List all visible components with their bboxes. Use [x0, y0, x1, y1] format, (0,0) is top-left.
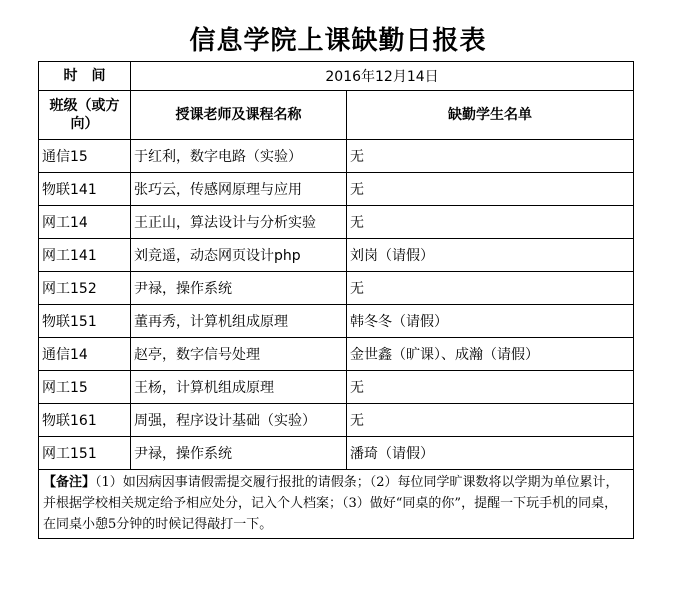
absent-cell: 金世鑫（旷课）、成瀚（请假） [347, 338, 634, 371]
absent-cell: 刘岗（请假） [347, 239, 634, 272]
class-cell: 物联161 [39, 404, 131, 437]
table-row [39, 272, 634, 305]
class-cell: 网工14 [39, 206, 131, 239]
header-row [39, 91, 634, 140]
note-cell [39, 470, 634, 539]
class-cell: 网工151 [39, 437, 131, 470]
teacher-course-cell: 周强，程序设计基础（实验） [131, 404, 347, 437]
teacher-course-header: 授课老师及课程名称 [131, 91, 347, 140]
absent-cell: 无 [347, 206, 634, 239]
absent-cell: 无 [347, 272, 634, 305]
report-title: 信息学院上课缺勤日报表 [189, 26, 487, 56]
teacher-course-cell: 尹禄，操作系统 [131, 272, 347, 305]
class-cell: 通信14 [39, 338, 131, 371]
note-label: 【备注】 [43, 475, 96, 490]
teacher-course-cell: 尹禄，操作系统 [131, 437, 347, 470]
table-row [39, 404, 634, 437]
report-date: 2016年12月14日 [131, 62, 634, 91]
teacher-course-cell: 董再秀，计算机组成原理 [131, 305, 347, 338]
class-cell: 通信15 [39, 140, 131, 173]
teacher-course-cell: 王杨，计算机组成原理 [131, 371, 347, 404]
absent-cell: 无 [347, 173, 634, 206]
class-cell: 网工141 [39, 239, 131, 272]
attendance-table [38, 61, 634, 539]
absent-cell: 潘琦（请假） [347, 437, 634, 470]
table-row [39, 437, 634, 470]
table-row [39, 239, 634, 272]
class-cell: 物联151 [39, 305, 131, 338]
absent-cell: 韩冬冬（请假） [347, 305, 634, 338]
teacher-course-cell: 赵亭，数字信号处理 [131, 338, 347, 371]
table-row [39, 173, 634, 206]
absent-cell: 无 [347, 404, 634, 437]
note-text: （1）如因病因事请假需提交履行报批的请假条；（2）每位同学旷课数将以学期为单位累计，并根据学校相关规定给予相应处分，记入个人档案；（3）做好“同桌的你”，提醒一下玩手机的同桌，在同桌小憩5分钟的时候记得敲打一下。 [43, 475, 619, 532]
teacher-course-cell: 刘竞遥，动态网页设计php [131, 239, 347, 272]
table-row [39, 305, 634, 338]
class-header: 班级（或方向） [39, 91, 131, 140]
teacher-course-cell: 王正山，算法设计与分析实验 [131, 206, 347, 239]
absent-cell: 无 [347, 140, 634, 173]
teacher-course-cell: 张巧云，传感网原理与应用 [131, 173, 347, 206]
time-label: 时 间 [39, 62, 131, 91]
table-row [39, 140, 634, 173]
absent-cell: 无 [347, 371, 634, 404]
table-row [39, 338, 634, 371]
note-row [39, 470, 634, 539]
date-row [39, 62, 634, 91]
table-row [39, 206, 634, 239]
table-row [39, 371, 634, 404]
teacher-course-cell: 于红利，数字电路（实验） [131, 140, 347, 173]
class-cell: 物联141 [39, 173, 131, 206]
class-cell: 网工152 [39, 272, 131, 305]
absent-students-header: 缺勤学生名单 [347, 91, 634, 140]
class-cell: 网工15 [39, 371, 131, 404]
